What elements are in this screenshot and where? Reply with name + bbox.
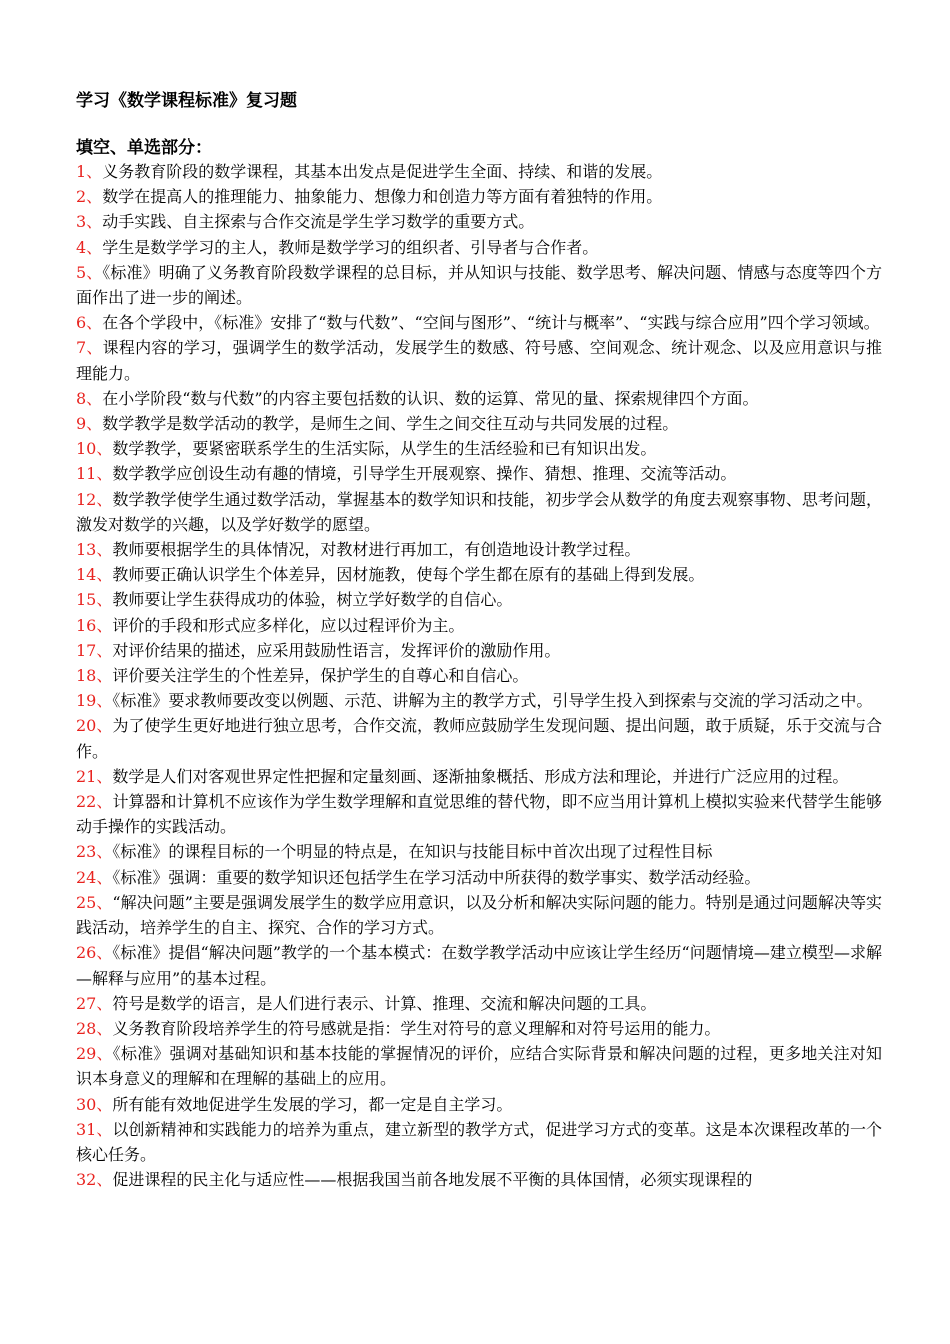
list-item xyxy=(76,386,882,411)
list-item xyxy=(76,1016,882,1041)
item-text: 为了使学生更好地进行独立思考，合作交流，教师应鼓励学生发现问题、提出问题，敢于质疑，乐于交流与合作。 xyxy=(76,716,882,761)
list-item xyxy=(76,638,882,663)
list-item xyxy=(76,562,882,587)
item-text: 所有能有效地促进学生发展的学习，都一定是自主学习。 xyxy=(112,1094,513,1114)
item-text: 义务教育阶段培养学生的符号感就是指：学生对符号的意义理解和对符号运用的能力。 xyxy=(112,1018,721,1038)
list-item xyxy=(76,890,882,940)
item-text: 课程内容的学习，强调学生的数学活动，发展学生的数感、符号感、空间观念、统计观念、以及应用意识与推理能力。 xyxy=(76,338,882,383)
item-number: 10、 xyxy=(76,439,113,459)
item-number: 4、 xyxy=(76,237,103,257)
item-number: 22、 xyxy=(76,792,113,812)
item-text: 在小学阶段“数与代数”的内容主要包括数的认识、数的运算、常见的量、探索规律四个方面。 xyxy=(102,388,759,408)
item-text: 教师要让学生获得成功的体验，树立学好数学的自信心。 xyxy=(112,590,513,610)
item-text: 教师要根据学生的具体情况，对教材进行再加工，有创造地设计教学过程。 xyxy=(112,540,641,560)
list-item xyxy=(76,235,882,260)
item-text: 数学在提高人的推理能力、抽象能力、想像力和创造力等方面有着独特的作用。 xyxy=(102,187,663,207)
list-item xyxy=(76,613,882,638)
item-number: 21、 xyxy=(76,766,113,786)
item-text: 数学教学使学生通过数学活动，掌握基本的数学知识和技能，初步学会从数学的角度去观察事物、思考问题，激发对数学的兴趣，以及学好数学的愿望。 xyxy=(76,489,882,534)
list-item xyxy=(76,940,882,990)
item-text: 《标准》提倡“解决问题”教学的一个基本模式：在数学教学活动中应该让学生经历“问题情境—建立模型—求解—解释与应用”的基本过程。 xyxy=(76,943,882,988)
list-item xyxy=(76,310,882,335)
item-number: 5、 xyxy=(76,262,103,282)
item-number: 19、 xyxy=(76,691,113,711)
item-number: 7、 xyxy=(76,338,103,358)
item-text: 计算器和计算机不应该作为学生数学理解和直觉思维的替代物，即不应当用计算机上模拟实验来代替学生能够动手操作的实践活动。 xyxy=(76,792,882,837)
list-item xyxy=(76,1167,882,1192)
item-number: 28、 xyxy=(76,1018,113,1038)
item-number: 20、 xyxy=(76,716,113,736)
item-number: 1、 xyxy=(76,162,103,181)
list-item xyxy=(76,436,882,461)
list-item xyxy=(76,1092,882,1117)
list-item xyxy=(76,1041,882,1091)
item-number: 17、 xyxy=(76,640,113,660)
item-number: 26、 xyxy=(76,943,113,963)
section-heading: 填空、单选部分： xyxy=(76,138,212,158)
item-text: 数学教学是数学活动的教学，是师生之间、学生之间交往互动与共同发展的过程。 xyxy=(102,414,679,434)
document-title: 学习《数学课程标准》复习题 xyxy=(76,91,297,111)
item-number: 23、 xyxy=(76,842,113,862)
item-number: 8、 xyxy=(76,388,103,408)
item-number: 14、 xyxy=(76,565,113,585)
item-number: 11、 xyxy=(76,464,113,484)
list-item xyxy=(76,487,882,537)
item-number: 2、 xyxy=(76,187,103,207)
item-text: 数学是人们对客观世界定性把握和定量刻画、逐渐抽象概括、形成方法和理论，并进行广泛应用的过程。 xyxy=(112,766,849,786)
item-text: 对评价结果的描述，应采用鼓励性语言，发挥评价的激励作用。 xyxy=(112,640,561,660)
item-text: 《标准》强调：重要的数学知识还包括学生在学习活动中所获得的数学事实、数学活动经验。 xyxy=(112,867,761,887)
item-text: “解决问题”主要是强调发展学生的数学应用意识，以及分析和解决实际问题的能力。特别是通过问题解决等实践活动，培养学生的自主、探究、合作的学习方式。 xyxy=(76,892,882,938)
item-number: 31、 xyxy=(76,1119,113,1139)
item-text: 以创新精神和实践能力的培养为重点，建立新型的教学方式，促进学习方式的变革。这是本次课程改革的一个核心任务。 xyxy=(76,1119,882,1164)
item-number: 13、 xyxy=(76,540,113,560)
item-text: 教师要正确认识学生个体差异，因材施教，使每个学生都在原有的基础上得到发展。 xyxy=(112,565,705,585)
item-text: 义务教育阶段的数学课程，其基本出发点是促进学生全面、持续、和谐的发展。 xyxy=(102,162,663,181)
list-item xyxy=(76,713,882,763)
item-number: 6、 xyxy=(76,313,103,333)
list-item xyxy=(76,411,882,436)
item-number: 16、 xyxy=(76,615,113,635)
list-item xyxy=(76,184,882,209)
list-item xyxy=(76,260,882,310)
item-text: 《标准》强调对基础知识和基本技能的掌握情况的评价，应结合实际背景和解决问题的过程，更多地关注对知识本身意义的理解和在理解的基础上的应用。 xyxy=(76,1044,882,1089)
item-number: 18、 xyxy=(76,666,113,686)
list-item xyxy=(76,1117,882,1167)
item-text: 促进课程的民主化与适应性——根据我国当前各地发展不平衡的具体国情，必须实现课程的 xyxy=(112,1170,753,1190)
item-text: 动手实践、自主探索与合作交流是学生学习数学的重要方式。 xyxy=(102,212,535,232)
item-number: 27、 xyxy=(76,993,113,1013)
item-number: 12、 xyxy=(76,489,113,509)
list-item xyxy=(76,991,882,1016)
item-text: 数学教学，要紧密联系学生的生活实际，从学生的生活经验和已有知识出发。 xyxy=(112,439,657,459)
item-text: 《标准》明确了义务教育阶段数学课程的总目标，并从知识与技能、数学思考、解决问题、情感与态度等四个方面作出了进一步的阐述。 xyxy=(76,262,882,308)
item-number: 24、 xyxy=(76,867,113,887)
list-item xyxy=(76,865,882,890)
item-text: 在各个学段中，《标准》安排了“数与代数”、“空间与图形”、“统计与概率”、“实践与综合应用”四个学习领域。 xyxy=(102,313,880,333)
item-number: 29、 xyxy=(76,1044,113,1064)
item-number: 9、 xyxy=(76,414,103,434)
list-item xyxy=(76,688,882,713)
item-text: 评价的手段和形式应多样化，应以过程评价为主。 xyxy=(112,615,465,635)
item-text: 《标准》的课程目标的一个明显的特点是，在知识与技能目标中首次出现了过程性目标 xyxy=(112,842,713,862)
item-number: 3、 xyxy=(76,212,103,232)
list-item xyxy=(76,663,882,688)
list-item xyxy=(76,839,882,864)
list-item xyxy=(76,789,882,839)
list-item xyxy=(76,209,882,234)
item-number: 30、 xyxy=(76,1094,113,1114)
list-item xyxy=(76,764,882,789)
item-number: 15、 xyxy=(76,590,113,610)
item-text: 数学教学应创设生动有趣的情境，引导学生开展观察、操作、猜想、推理、交流等活动。 xyxy=(112,464,737,484)
item-number: 25、 xyxy=(76,892,113,912)
item-text: 符号是数学的语言，是人们进行表示、计算、推理、交流和解决问题的工具。 xyxy=(112,993,657,1013)
list-item xyxy=(76,335,882,385)
question-list xyxy=(76,159,882,1192)
list-item xyxy=(76,461,882,486)
item-text: 评价要关注学生的个性差异，保护学生的自尊心和自信心。 xyxy=(112,666,529,686)
list-item xyxy=(76,537,882,562)
list-item xyxy=(76,159,882,184)
item-number: 32、 xyxy=(76,1170,113,1190)
list-item xyxy=(76,587,882,612)
item-text: 《标准》要求教师要改变以例题、示范、讲解为主的教学方式，引导学生投入到探索与交流的学习活动之中。 xyxy=(112,691,873,711)
item-text: 学生是数学学习的主人，教师是数学学习的组织者、引导者与合作者。 xyxy=(102,237,599,257)
